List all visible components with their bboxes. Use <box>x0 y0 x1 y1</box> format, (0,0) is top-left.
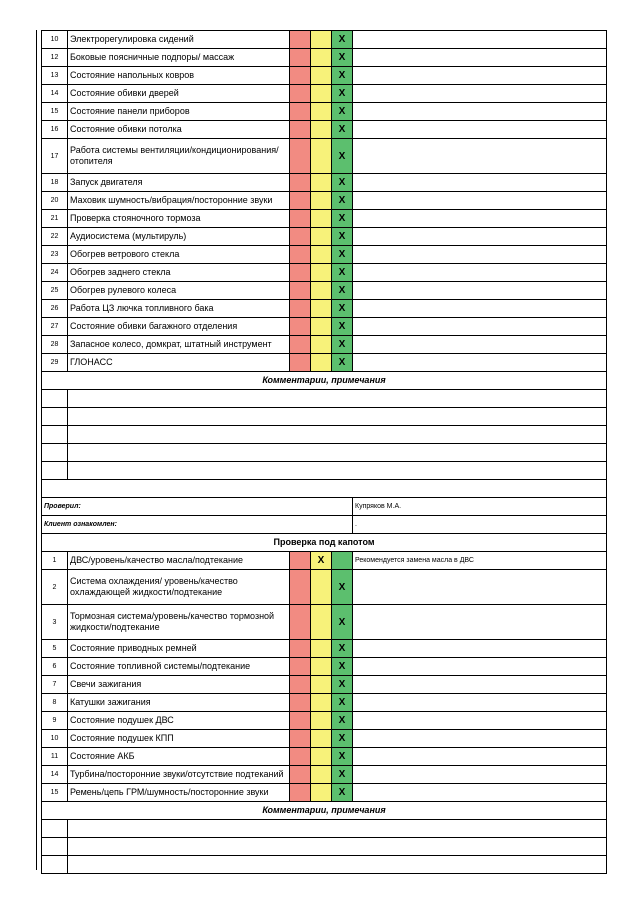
recommendation-note <box>353 228 607 246</box>
row-number: 9 <box>42 712 68 730</box>
status-yellow-cell: X <box>311 552 332 570</box>
check-row <box>42 676 607 694</box>
status-green-cell: X <box>332 318 353 336</box>
check-row <box>42 103 607 121</box>
row-number: 24 <box>42 264 68 282</box>
status-green-cell: X <box>332 192 353 210</box>
status-red-cell <box>290 282 311 300</box>
status-yellow-cell <box>311 354 332 372</box>
check-row <box>42 784 607 802</box>
comment-cell <box>68 838 607 856</box>
recommendation-note <box>353 784 607 802</box>
check-row <box>42 658 607 676</box>
inspection-sheet <box>41 30 607 874</box>
check-row <box>42 570 607 605</box>
status-red-cell <box>290 318 311 336</box>
recommendation-note <box>353 640 607 658</box>
status-green-cell: X <box>332 605 353 640</box>
recommendation-note <box>353 712 607 730</box>
row-number: 27 <box>42 318 68 336</box>
status-red-cell <box>290 49 311 67</box>
row-number: 29 <box>42 354 68 372</box>
check-item-name: Состояние обивки дверей <box>68 85 290 103</box>
status-red-cell <box>290 210 311 228</box>
status-red-cell <box>290 246 311 264</box>
check-item-name: Состояние обивки багажного отделения <box>68 318 290 336</box>
status-yellow-cell <box>311 282 332 300</box>
status-red-cell <box>290 712 311 730</box>
status-yellow-cell <box>311 139 332 174</box>
status-green-cell: X <box>332 730 353 748</box>
status-red-cell <box>290 784 311 802</box>
check-item-name: Маховик шумность/вибрация/посторонние звуки <box>68 192 290 210</box>
status-red-cell <box>290 354 311 372</box>
client-acknowledged-value: . <box>353 516 607 534</box>
row-number: 14 <box>42 85 68 103</box>
status-red-cell <box>290 67 311 85</box>
status-yellow-cell <box>311 766 332 784</box>
recommendation-note <box>353 605 607 640</box>
check-item-name: Запасное колесо, домкрат, штатный инструмент <box>68 336 290 354</box>
check-item-name: Работа ЦЗ лючка топливного бака <box>68 300 290 318</box>
row-number: 14 <box>42 766 68 784</box>
row-number: 5 <box>42 640 68 658</box>
page-left-rule <box>36 30 37 870</box>
check-item-name: Проверка стояночного тормоза <box>68 210 290 228</box>
check-row <box>42 85 607 103</box>
check-row <box>42 31 607 49</box>
status-yellow-cell <box>311 246 332 264</box>
status-green-cell: X <box>332 174 353 192</box>
status-green-cell: X <box>332 694 353 712</box>
check-row <box>42 210 607 228</box>
check-row <box>42 336 607 354</box>
status-green-cell: X <box>332 570 353 605</box>
status-red-cell <box>290 192 311 210</box>
row-number: 16 <box>42 121 68 139</box>
check-item-name: Обогрев заднего стекла <box>68 264 290 282</box>
recommendation-note <box>353 85 607 103</box>
status-yellow-cell <box>311 85 332 103</box>
row-number: 25 <box>42 282 68 300</box>
check-item-name: Состояние АКБ <box>68 748 290 766</box>
recommendation-note <box>353 658 607 676</box>
recommendation-note <box>353 766 607 784</box>
row-number: 1 <box>42 552 68 570</box>
status-red-cell <box>290 336 311 354</box>
recommendation-note <box>353 318 607 336</box>
status-green-cell: X <box>332 228 353 246</box>
recommendation-note <box>353 730 607 748</box>
check-row <box>42 318 607 336</box>
recommendation-note <box>353 67 607 85</box>
status-green-cell: X <box>332 784 353 802</box>
check-item-name: Турбина/посторонние звуки/отсутствие подтеканий <box>68 766 290 784</box>
status-yellow-cell <box>311 210 332 228</box>
status-green-cell: X <box>332 103 353 121</box>
check-row <box>42 748 607 766</box>
recommendation-note <box>353 121 607 139</box>
check-item-name: Состояние обивки потолка <box>68 121 290 139</box>
row-number: 10 <box>42 730 68 748</box>
recommendation-note <box>353 139 607 174</box>
status-green-cell: X <box>332 139 353 174</box>
recommendation-note <box>353 31 607 49</box>
recommendation-note <box>353 246 607 264</box>
recommendation-note <box>353 570 607 605</box>
status-yellow-cell <box>311 174 332 192</box>
checked-by-value: Купряков М.А. <box>353 498 607 516</box>
check-row <box>42 174 607 192</box>
status-yellow-cell <box>311 300 332 318</box>
status-yellow-cell <box>311 712 332 730</box>
check-row <box>42 67 607 85</box>
check-item-name: Боковые поясничные подпоры/ массаж <box>68 49 290 67</box>
check-item-name: ДВС/уровень/качество масла/подтекание <box>68 552 290 570</box>
check-item-name: Катушки зажигания <box>68 694 290 712</box>
check-item-name: ГЛОНАСС <box>68 354 290 372</box>
status-green-cell: X <box>332 210 353 228</box>
check-item-name: Аудиосистема (мультируль) <box>68 228 290 246</box>
blank-row <box>42 480 607 498</box>
status-red-cell <box>290 748 311 766</box>
status-yellow-cell <box>311 570 332 605</box>
check-item-name: Тормозная система/уровень/качество тормозной жидкости/подтекание <box>68 605 290 640</box>
status-red-cell <box>290 174 311 192</box>
comment-cell <box>42 444 68 462</box>
check-item-name: Обогрев рулевого колеса <box>68 282 290 300</box>
comment-cell <box>68 426 607 444</box>
status-green-cell: X <box>332 67 353 85</box>
row-number: 15 <box>42 103 68 121</box>
comment-cell <box>68 820 607 838</box>
check-row <box>42 300 607 318</box>
under-hood-section-title: Проверка под капотом <box>42 534 607 552</box>
status-green-cell: X <box>332 766 353 784</box>
status-green-cell: X <box>332 658 353 676</box>
check-item-name: Состояние приводных ремней <box>68 640 290 658</box>
check-row <box>42 766 607 784</box>
check-row <box>42 730 607 748</box>
row-number: 18 <box>42 174 68 192</box>
status-yellow-cell <box>311 748 332 766</box>
client-acknowledged-label: Клиент ознакомлен: <box>42 516 353 534</box>
check-item-name: Состояние подушек КПП <box>68 730 290 748</box>
status-yellow-cell <box>311 264 332 282</box>
check-row <box>42 246 607 264</box>
recommendation-note <box>353 694 607 712</box>
check-item-name: Состояние напольных ковров <box>68 67 290 85</box>
row-number: 23 <box>42 246 68 264</box>
status-red-cell <box>290 640 311 658</box>
comment-cell <box>42 390 68 408</box>
check-row <box>42 640 607 658</box>
comment-cell <box>42 462 68 480</box>
row-number: 6 <box>42 658 68 676</box>
status-green-cell: X <box>332 121 353 139</box>
row-number: 21 <box>42 210 68 228</box>
comment-cell <box>42 856 68 874</box>
check-item-name: Электрорегулировка сидений <box>68 31 290 49</box>
check-item-name: Состояние панели приборов <box>68 103 290 121</box>
status-green-cell <box>332 552 353 570</box>
row-number: 8 <box>42 694 68 712</box>
check-item-name: Ремень/цепь ГРМ/шумность/посторонние звуки <box>68 784 290 802</box>
row-number: 11 <box>42 748 68 766</box>
status-red-cell <box>290 605 311 640</box>
comment-cell <box>68 390 607 408</box>
status-red-cell <box>290 552 311 570</box>
comment-cell <box>42 838 68 856</box>
check-row <box>42 282 607 300</box>
checked-by-label: Проверил: <box>42 498 353 516</box>
check-row <box>42 139 607 174</box>
status-yellow-cell <box>311 192 332 210</box>
status-green-cell: X <box>332 300 353 318</box>
status-red-cell <box>290 31 311 49</box>
row-number: 22 <box>42 228 68 246</box>
comment-cell <box>42 408 68 426</box>
status-yellow-cell <box>311 640 332 658</box>
status-yellow-cell <box>311 694 332 712</box>
status-yellow-cell <box>311 318 332 336</box>
check-item-name: Состояние топливной системы/подтекание <box>68 658 290 676</box>
check-row <box>42 694 607 712</box>
recommendation-note <box>353 210 607 228</box>
status-yellow-cell <box>311 49 332 67</box>
comment-cell <box>42 820 68 838</box>
status-red-cell <box>290 730 311 748</box>
status-yellow-cell <box>311 67 332 85</box>
check-item-name: Обогрев ветрового стекла <box>68 246 290 264</box>
status-green-cell: X <box>332 264 353 282</box>
check-row <box>42 712 607 730</box>
status-yellow-cell <box>311 658 332 676</box>
status-red-cell <box>290 121 311 139</box>
check-item-name: Работа системы вентиляции/кондиционирования/ отопителя <box>68 139 290 174</box>
status-red-cell <box>290 85 311 103</box>
status-yellow-cell <box>311 730 332 748</box>
status-yellow-cell <box>311 784 332 802</box>
under-hood-check-rows <box>42 552 607 802</box>
check-row <box>42 192 607 210</box>
status-red-cell <box>290 264 311 282</box>
status-yellow-cell <box>311 228 332 246</box>
status-red-cell <box>290 300 311 318</box>
recommendation-note <box>353 676 607 694</box>
recommendation-note: Рекомендуется замена масла в ДВС <box>353 552 607 570</box>
status-red-cell <box>290 766 311 784</box>
recommendation-note <box>353 103 607 121</box>
check-row <box>42 354 607 372</box>
recommendation-note <box>353 264 607 282</box>
check-row <box>42 49 607 67</box>
row-number: 3 <box>42 605 68 640</box>
comments-heading: Комментарии, примечания <box>42 802 607 820</box>
row-number: 20 <box>42 192 68 210</box>
status-red-cell <box>290 570 311 605</box>
recommendation-note <box>353 192 607 210</box>
status-green-cell: X <box>332 282 353 300</box>
status-yellow-cell <box>311 103 332 121</box>
status-red-cell <box>290 228 311 246</box>
status-yellow-cell <box>311 121 332 139</box>
row-number: 15 <box>42 784 68 802</box>
check-row <box>42 264 607 282</box>
recommendation-note <box>353 748 607 766</box>
check-item-name: Система охлаждения/ уровень/качество охлаждающей жидкости/подтекание <box>68 570 290 605</box>
row-number: 13 <box>42 67 68 85</box>
status-green-cell: X <box>332 748 353 766</box>
comment-cell <box>42 426 68 444</box>
check-item-name: Свечи зажигания <box>68 676 290 694</box>
comment-cell <box>68 856 607 874</box>
status-green-cell: X <box>332 640 353 658</box>
check-row <box>42 552 607 570</box>
comment-cell <box>68 462 607 480</box>
recommendation-note <box>353 282 607 300</box>
comment-cell <box>68 444 607 462</box>
status-green-cell: X <box>332 712 353 730</box>
status-green-cell: X <box>332 336 353 354</box>
under-hood-comments-block <box>42 802 607 874</box>
row-number: 26 <box>42 300 68 318</box>
status-green-cell: X <box>332 676 353 694</box>
status-yellow-cell <box>311 336 332 354</box>
check-row <box>42 228 607 246</box>
check-item-name: Состояние подушек ДВС <box>68 712 290 730</box>
comment-cell <box>68 408 607 426</box>
status-red-cell <box>290 139 311 174</box>
row-number: 2 <box>42 570 68 605</box>
check-row <box>42 121 607 139</box>
status-green-cell: X <box>332 49 353 67</box>
comments-heading: Комментарии, примечания <box>42 372 607 390</box>
status-yellow-cell <box>311 605 332 640</box>
status-green-cell: X <box>332 354 353 372</box>
row-number: 10 <box>42 31 68 49</box>
interior-comments-block <box>42 372 607 552</box>
recommendation-note <box>353 49 607 67</box>
status-green-cell: X <box>332 31 353 49</box>
recommendation-note <box>353 354 607 372</box>
status-yellow-cell <box>311 31 332 49</box>
check-row <box>42 605 607 640</box>
recommendation-note <box>353 300 607 318</box>
check-item-name: Запуск двигателя <box>68 174 290 192</box>
status-yellow-cell <box>311 676 332 694</box>
row-number: 7 <box>42 676 68 694</box>
recommendation-note <box>353 336 607 354</box>
status-green-cell: X <box>332 246 353 264</box>
status-red-cell <box>290 694 311 712</box>
status-red-cell <box>290 658 311 676</box>
interior-check-rows <box>42 31 607 372</box>
row-number: 28 <box>42 336 68 354</box>
status-green-cell: X <box>332 85 353 103</box>
status-red-cell <box>290 103 311 121</box>
row-number: 17 <box>42 139 68 174</box>
row-number: 12 <box>42 49 68 67</box>
status-red-cell <box>290 676 311 694</box>
recommendation-note <box>353 174 607 192</box>
